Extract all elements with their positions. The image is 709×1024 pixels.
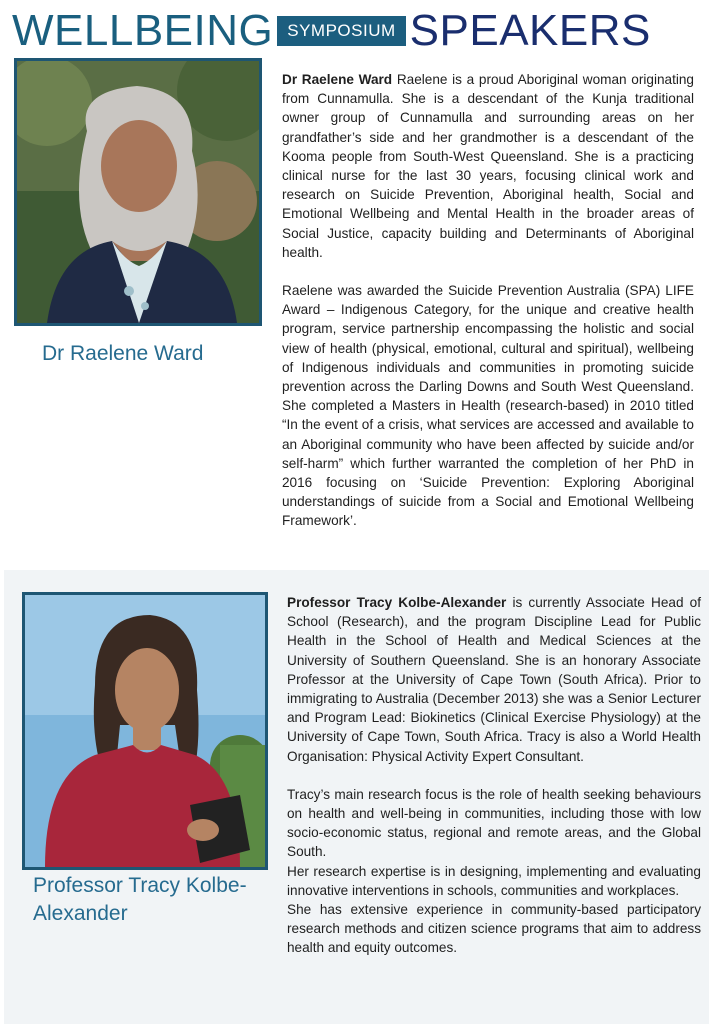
speaker-name-caption: Professor Tracy Kolbe-Alexander [33, 874, 247, 925]
header-badge-symposium: SYMPOSIUM [277, 16, 405, 46]
bio-text: is currently Associate Head of School (Research), and the program Discipline Lead for Public Health in the School of Health and Medical Sciences at the University of Southern Queensland. She is an honorary Associate Professor at the University of Cape Town (South Africa). Prior to immigrating to Australia (December 2013) she was a Senior Lecturer and Program Lead: Biokinetics (Clinical Exercise Physiology) at the University of Cape Town, South Africa. Tracy is also a World Health Organisation: Physical Activity Expert Consultant. [287, 595, 701, 764]
speaker-bio-raelene-ward [282, 70, 694, 531]
speaker-photo-tracy-kolbe-alexander [22, 592, 268, 870]
header-title-wellbeing: WELLBEING [12, 6, 274, 55]
bio-text: Raelene is a proud Aboriginal woman originating from Cunnamulla. She is a descendant of the Kunja traditional owner group of Cunnamulla and surrounding areas on her grandfather’s side and her grandmother is a descendant of the Kooma people from South-West Queensland. She is a practicing clinical nurse for the last 30 years, focusing clinical work and research on Suicide Prevention, Aboriginal health, Social and Emotional Wellbeing and Mental Health in the broader areas of Social Justice, capacity building and Determinants of Aboriginal health. [282, 72, 694, 260]
speaker-photo-raelene-ward [14, 58, 262, 326]
bio-paragraph [282, 70, 694, 262]
speaker-name-caption: Dr Raelene Ward [42, 342, 204, 365]
bio-paragraph: Her research expertise is in designing, implementing and evaluating innovative interventions in schools, communities and workplaces. [287, 863, 701, 898]
header-title-speakers: SPEAKERS [409, 6, 651, 55]
portrait-photo-icon [25, 595, 265, 867]
bio-speaker-name: Professor Tracy Kolbe-Alexander [287, 595, 507, 610]
bio-paragraph [287, 593, 701, 766]
bio-speaker-name: Dr Raelene Ward [282, 72, 393, 87]
portrait-photo-icon [17, 61, 259, 323]
speaker-bio-tracy-kolbe-alexander [287, 593, 701, 958]
bio-paragraph: She has extensive experience in community-based participatory research methods and citizen science programs that aim to address health and equity outcomes. [287, 902, 701, 956]
bio-paragraph: Raelene was awarded the Suicide Prevention Australia (SPA) LIFE Award – Indigenous Category, for the unique and creative health program, service partnership encompassing the holistic and social view of health (physical, emotional, cultural and spiritual), wellbeing of Indigenous individuals and communities in promoting suicide prevention across the Darling Downs and South West Queensland. She completed a Masters in Health (research-based) in 2010 titled “In the event of a crisis, what services are accessed and available to an Aboriginal community who have been affected by suicide and/or self-harm” which further warranted the completion of her PhD in 2016 focusing on ‘Suicide Prevention: Exploring Aboriginal understandings of suicide from a Social and Emotional Wellbeing Framework’. [282, 283, 694, 529]
page-header [12, 4, 702, 58]
bio-paragraph: Tracy’s main research focus is the role of health seeking behaviours on health and well-being in communities, including those with low socio-economic status, regional and remote areas, and the Global South. [287, 786, 701, 860]
